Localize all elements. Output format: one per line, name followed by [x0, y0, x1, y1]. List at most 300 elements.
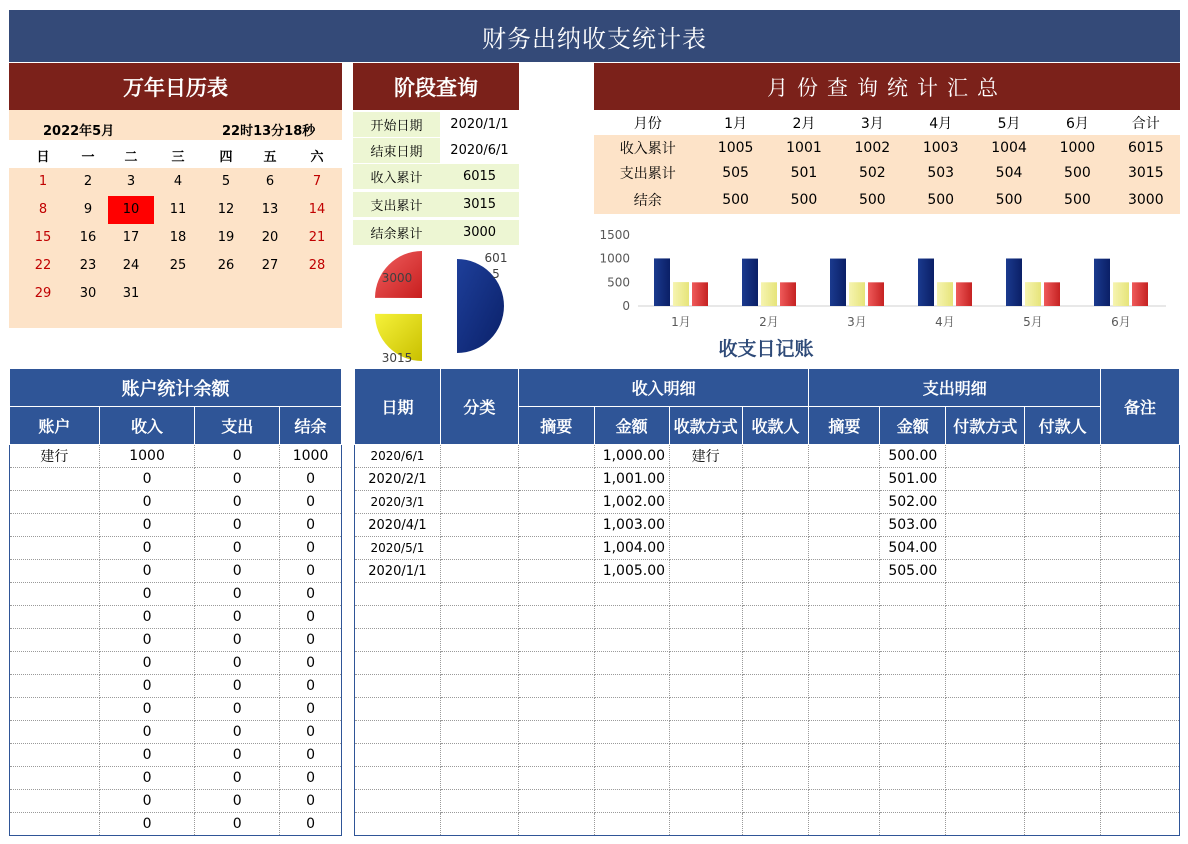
account-cell[interactable]: 0	[195, 606, 280, 629]
journal-empty-cell[interactable]	[946, 698, 1025, 721]
account-cell[interactable]	[10, 767, 100, 790]
journal-empty-cell[interactable]	[669, 583, 742, 606]
journal-empty-cell[interactable]	[669, 675, 742, 698]
calendar-day[interactable]: 9	[83, 202, 93, 217]
account-cell[interactable]	[10, 721, 100, 744]
stage-value[interactable]: 2020/1/1	[450, 117, 509, 132]
journal-empty-cell[interactable]	[518, 790, 594, 813]
calendar-day[interactable]: 2	[83, 174, 93, 189]
journal-expense-summary-cell[interactable]	[809, 468, 880, 491]
journal-empty-cell[interactable]	[440, 652, 518, 675]
journal-empty-cell[interactable]	[518, 675, 594, 698]
journal-income-method-cell[interactable]: 建行	[669, 445, 742, 468]
journal-empty-cell[interactable]	[1025, 675, 1101, 698]
account-cell[interactable]	[10, 583, 100, 606]
journal-payer-cell[interactable]	[1025, 491, 1101, 514]
journal-payee-cell[interactable]	[742, 491, 809, 514]
journal-income-header: 收入明细	[518, 369, 809, 407]
journal-empty-cell[interactable]	[669, 629, 742, 652]
journal-expense-method-cell[interactable]	[946, 491, 1025, 514]
journal-empty-cell[interactable]	[518, 744, 594, 767]
journal-empty-cell[interactable]	[355, 583, 441, 606]
journal-category-cell[interactable]	[440, 468, 518, 491]
journal-empty-cell[interactable]	[355, 721, 441, 744]
journal-empty-cell[interactable]	[440, 790, 518, 813]
journal-empty-cell[interactable]	[946, 675, 1025, 698]
account-cell[interactable]: 0	[99, 537, 195, 560]
journal-expense-method-cell[interactable]	[946, 514, 1025, 537]
account-cell[interactable]: 0	[280, 652, 342, 675]
calendar-day[interactable]: 30	[79, 286, 97, 301]
journal-empty-cell[interactable]	[880, 813, 946, 836]
calendar-day[interactable]: 6	[265, 174, 275, 189]
account-cell[interactable]: 0	[280, 675, 342, 698]
bar	[1044, 282, 1060, 306]
account-cell[interactable]: 0	[195, 652, 280, 675]
journal-date-cell[interactable]: 2020/5/1	[355, 537, 441, 560]
account-cell[interactable]: 0	[280, 491, 342, 514]
journal-expense-amount-cell[interactable]: 505.00	[880, 560, 946, 583]
journal-expense-summary-cell[interactable]	[809, 445, 880, 468]
journal-empty-cell[interactable]	[594, 813, 669, 836]
journal-empty-cell[interactable]	[594, 767, 669, 790]
account-cell[interactable]: 0	[280, 767, 342, 790]
journal-empty-cell[interactable]	[669, 767, 742, 790]
account-cell[interactable]: 0	[195, 721, 280, 744]
journal-expense-method-cell[interactable]	[946, 537, 1025, 560]
journal-empty-cell[interactable]	[594, 698, 669, 721]
journal-income-amount-cell[interactable]: 1,005.00	[594, 560, 669, 583]
journal-empty-cell[interactable]	[880, 767, 946, 790]
journal-empty-cell[interactable]	[1101, 698, 1180, 721]
journal-empty-cell[interactable]	[440, 629, 518, 652]
account-cell[interactable]	[10, 606, 100, 629]
journal-empty-cell[interactable]	[742, 721, 809, 744]
journal-empty-cell[interactable]	[355, 744, 441, 767]
journal-income-summary-cell[interactable]	[518, 491, 594, 514]
journal-empty-cell[interactable]	[669, 790, 742, 813]
journal-empty-cell[interactable]	[440, 698, 518, 721]
journal-income-amount-cell[interactable]: 1,004.00	[594, 537, 669, 560]
journal-empty-cell[interactable]	[880, 698, 946, 721]
journal-income-method-cell[interactable]	[669, 537, 742, 560]
calendar-day[interactable]: 31	[122, 286, 140, 301]
account-cell[interactable]	[10, 790, 100, 813]
calendar-day[interactable]: 25	[169, 258, 187, 273]
journal-empty-cell[interactable]	[880, 629, 946, 652]
account-cell[interactable]	[10, 675, 100, 698]
journal-empty-cell[interactable]	[440, 767, 518, 790]
account-cell[interactable]: 0	[99, 583, 195, 606]
calendar-day[interactable]: 5	[221, 174, 231, 189]
account-cell[interactable]: 0	[280, 721, 342, 744]
journal-empty-cell[interactable]	[518, 698, 594, 721]
journal-empty-cell[interactable]	[946, 813, 1025, 836]
account-cell[interactable]: 0	[280, 790, 342, 813]
journal-empty-cell[interactable]	[742, 652, 809, 675]
journal-empty-cell[interactable]	[518, 767, 594, 790]
journal-empty-cell[interactable]	[946, 652, 1025, 675]
calendar-day[interactable]: 3	[126, 174, 136, 189]
journal-empty-cell[interactable]	[809, 813, 880, 836]
journal-empty-cell[interactable]	[809, 698, 880, 721]
account-cell[interactable]: 0	[280, 744, 342, 767]
journal-expense-method-cell[interactable]	[946, 560, 1025, 583]
journal-empty-cell[interactable]	[669, 652, 742, 675]
journal-income-method-cell[interactable]	[669, 468, 742, 491]
journal-empty-cell[interactable]	[518, 629, 594, 652]
journal-income-method-cell[interactable]	[669, 491, 742, 514]
account-cell[interactable]: 0	[99, 813, 195, 836]
calendar-day[interactable]: 15	[34, 230, 52, 245]
month-data-row	[594, 135, 1180, 160]
account-cell[interactable]: 0	[99, 514, 195, 537]
journal-empty-cell[interactable]	[946, 744, 1025, 767]
journal-empty-cell[interactable]	[440, 583, 518, 606]
account-cell[interactable]: 建行	[10, 445, 100, 468]
journal-category-cell[interactable]	[440, 445, 518, 468]
journal-empty-cell[interactable]	[809, 744, 880, 767]
calendar-day[interactable]: 14	[308, 202, 326, 217]
calendar-day[interactable]: 29	[34, 286, 52, 301]
journal-income-amount-cell[interactable]: 1,002.00	[594, 491, 669, 514]
calendar-day[interactable]: 19	[217, 230, 235, 245]
journal-empty-cell[interactable]	[1101, 790, 1180, 813]
calendar-day[interactable]: 1	[38, 174, 48, 189]
calendar-day[interactable]: 22	[34, 258, 52, 273]
journal-income-summary-cell[interactable]	[518, 537, 594, 560]
journal-empty-cell[interactable]	[742, 629, 809, 652]
journal-empty-cell[interactable]	[880, 652, 946, 675]
journal-empty-cell[interactable]	[809, 721, 880, 744]
journal-empty-cell[interactable]	[355, 790, 441, 813]
journal-empty-cell[interactable]	[1025, 629, 1101, 652]
journal-empty-cell[interactable]	[355, 698, 441, 721]
journal-empty-cell[interactable]	[809, 767, 880, 790]
account-cell[interactable]	[10, 537, 100, 560]
journal-empty-cell[interactable]	[440, 606, 518, 629]
journal-empty-cell[interactable]	[1025, 652, 1101, 675]
journal-empty-cell[interactable]	[880, 675, 946, 698]
account-cell[interactable]	[10, 491, 100, 514]
journal-empty-cell[interactable]	[440, 813, 518, 836]
journal-payee-cell[interactable]	[742, 445, 809, 468]
journal-empty-cell[interactable]	[518, 583, 594, 606]
journal-note-cell[interactable]	[1101, 514, 1180, 537]
journal-empty-cell[interactable]	[1025, 606, 1101, 629]
journal-empty-cell[interactable]	[355, 767, 441, 790]
journal-empty-cell[interactable]	[742, 767, 809, 790]
account-cell[interactable]: 0	[195, 468, 280, 491]
account-cell[interactable]: 0	[195, 514, 280, 537]
account-cell[interactable]	[10, 744, 100, 767]
journal-income-summary-cell[interactable]	[518, 560, 594, 583]
journal-empty-cell[interactable]	[880, 744, 946, 767]
account-cell[interactable]: 0	[195, 629, 280, 652]
calendar-day[interactable]: 18	[169, 230, 187, 245]
journal-empty-cell[interactable]	[946, 767, 1025, 790]
journal-empty-cell[interactable]	[669, 606, 742, 629]
journal-empty-cell[interactable]	[1101, 606, 1180, 629]
journal-expense-summary-cell[interactable]	[809, 537, 880, 560]
journal-empty-cell[interactable]	[742, 813, 809, 836]
journal-empty-cell[interactable]	[880, 721, 946, 744]
journal-empty-cell[interactable]	[518, 721, 594, 744]
journal-empty-cell[interactable]	[518, 652, 594, 675]
journal-empty-cell[interactable]	[518, 813, 594, 836]
journal-note-cell[interactable]	[1101, 468, 1180, 491]
journal-income-summary-cell[interactable]	[518, 514, 594, 537]
account-cell[interactable]: 0	[195, 744, 280, 767]
journal-expense-amount-cell[interactable]: 502.00	[880, 491, 946, 514]
journal-payer-cell[interactable]	[1025, 445, 1101, 468]
journal-income-summary-cell[interactable]	[518, 445, 594, 468]
journal-empty-cell[interactable]	[809, 652, 880, 675]
journal-empty-cell[interactable]	[355, 629, 441, 652]
journal-date-cell[interactable]: 2020/2/1	[355, 468, 441, 491]
journal-empty-cell[interactable]	[594, 583, 669, 606]
account-cell[interactable]: 0	[99, 468, 195, 491]
journal-income-amount-cell[interactable]: 1,000.00	[594, 445, 669, 468]
journal-expense-amount-cell[interactable]: 503.00	[880, 514, 946, 537]
journal-empty-cell[interactable]	[742, 698, 809, 721]
calendar-day[interactable]: 26	[217, 258, 235, 273]
journal-empty-cell[interactable]	[1101, 721, 1180, 744]
account-cell[interactable]: 0	[280, 813, 342, 836]
journal-empty-cell[interactable]	[742, 744, 809, 767]
stage-value[interactable]: 2020/6/1	[450, 143, 509, 158]
journal-empty-cell[interactable]	[594, 721, 669, 744]
journal-empty-cell[interactable]	[742, 675, 809, 698]
journal-empty-cell[interactable]	[355, 606, 441, 629]
journal-category-cell[interactable]	[440, 537, 518, 560]
month-summary-table	[594, 110, 1180, 214]
journal-income-col: 摘要	[518, 407, 594, 445]
journal-empty-cell[interactable]	[880, 583, 946, 606]
journal-empty-cell[interactable]	[1101, 629, 1180, 652]
account-cell[interactable]	[10, 629, 100, 652]
journal-empty-cell[interactable]	[946, 629, 1025, 652]
journal-empty-cell[interactable]	[1101, 675, 1180, 698]
journal-empty-cell[interactable]	[946, 721, 1025, 744]
journal-empty-cell[interactable]	[742, 583, 809, 606]
account-cell[interactable]: 0	[280, 514, 342, 537]
account-cell[interactable]: 0	[99, 652, 195, 675]
journal-empty-cell[interactable]	[669, 721, 742, 744]
account-cell[interactable]: 0	[280, 537, 342, 560]
journal-empty-cell[interactable]	[809, 675, 880, 698]
journal-empty-cell[interactable]	[355, 652, 441, 675]
journal-payer-cell[interactable]	[1025, 514, 1101, 537]
journal-empty-cell[interactable]	[809, 606, 880, 629]
journal-expense-amount-cell[interactable]: 504.00	[880, 537, 946, 560]
journal-empty-cell[interactable]	[1101, 652, 1180, 675]
calendar-day[interactable]: 13	[261, 202, 279, 217]
account-cell[interactable]	[10, 560, 100, 583]
journal-empty-cell[interactable]	[742, 606, 809, 629]
account-cell[interactable]	[10, 813, 100, 836]
journal-empty-cell[interactable]	[742, 790, 809, 813]
journal-empty-cell[interactable]	[669, 698, 742, 721]
calendar-day[interactable]: 16	[79, 230, 97, 245]
account-cell[interactable]: 1000	[99, 445, 195, 468]
journal-income-method-cell[interactable]	[669, 514, 742, 537]
journal-empty-cell[interactable]	[594, 606, 669, 629]
calendar-year-month: 2022年5月	[43, 124, 115, 139]
account-cell[interactable]	[10, 468, 100, 491]
account-cell[interactable]: 0	[99, 744, 195, 767]
calendar-day[interactable]: 21	[308, 230, 326, 245]
account-cell[interactable]: 0	[195, 537, 280, 560]
calendar-day[interactable]: 7	[312, 174, 322, 189]
account-cell[interactable]: 0	[195, 767, 280, 790]
calendar-day[interactable]: 12	[217, 202, 235, 217]
journal-row	[355, 560, 1180, 583]
journal-expense-summary-cell[interactable]	[809, 560, 880, 583]
journal-expense-amount-cell[interactable]: 501.00	[880, 468, 946, 491]
account-cell[interactable]	[10, 652, 100, 675]
calendar-day[interactable]: 23	[79, 258, 97, 273]
account-cell[interactable]: 0	[280, 698, 342, 721]
journal-empty-cell[interactable]	[1025, 744, 1101, 767]
journal-empty-cell[interactable]	[1025, 813, 1101, 836]
month-header-cell: 2月	[792, 115, 816, 132]
journal-expense-method-cell[interactable]	[946, 445, 1025, 468]
journal-expense-method-cell[interactable]	[946, 468, 1025, 491]
account-cell[interactable]: 0	[195, 675, 280, 698]
journal-empty-cell[interactable]	[946, 606, 1025, 629]
journal-payee-cell[interactable]	[742, 514, 809, 537]
journal-payer-cell[interactable]	[1025, 537, 1101, 560]
account-cell[interactable]: 0	[195, 813, 280, 836]
account-cell[interactable]: 0	[99, 629, 195, 652]
account-cell[interactable]: 0	[195, 445, 280, 468]
calendar-day[interactable]: 20	[261, 230, 279, 245]
account-cell[interactable]: 0	[99, 606, 195, 629]
calendar-day[interactable]: 11	[169, 202, 187, 217]
calendar-day[interactable]: 28	[308, 258, 326, 273]
journal-empty-cell[interactable]	[1025, 698, 1101, 721]
journal-income-amount-cell[interactable]: 1,003.00	[594, 514, 669, 537]
account-cell[interactable]: 0	[195, 560, 280, 583]
account-cell[interactable]: 0	[99, 721, 195, 744]
journal-payer-cell[interactable]	[1025, 468, 1101, 491]
account-cell[interactable]: 0	[195, 698, 280, 721]
account-cell[interactable]: 0	[99, 560, 195, 583]
journal-empty-cell[interactable]	[1025, 767, 1101, 790]
account-cell[interactable]: 0	[280, 583, 342, 606]
journal-empty-cell[interactable]	[518, 606, 594, 629]
journal-income-method-cell[interactable]	[669, 560, 742, 583]
journal-category-cell[interactable]	[440, 491, 518, 514]
account-cell[interactable]: 1000	[280, 445, 342, 468]
journal-empty-cell[interactable]	[1101, 583, 1180, 606]
journal-income-amount-cell[interactable]: 1,001.00	[594, 468, 669, 491]
account-cell[interactable]: 0	[280, 629, 342, 652]
account-cell[interactable]: 0	[280, 606, 342, 629]
account-cell[interactable]: 0	[99, 675, 195, 698]
journal-empty-cell[interactable]	[594, 675, 669, 698]
account-cell[interactable]	[10, 514, 100, 537]
journal-date-cell[interactable]: 2020/1/1	[355, 560, 441, 583]
journal-empty-cell[interactable]	[1101, 744, 1180, 767]
journal-empty-cell[interactable]	[594, 790, 669, 813]
journal-expense-summary-cell[interactable]	[809, 514, 880, 537]
bar	[780, 282, 796, 306]
journal-empty-cell[interactable]	[946, 790, 1025, 813]
journal-empty-cell[interactable]	[809, 583, 880, 606]
calendar-day[interactable]: 10	[108, 196, 154, 224]
journal-empty-cell[interactable]	[669, 813, 742, 836]
journal-empty-cell[interactable]	[880, 606, 946, 629]
journal-empty-cell[interactable]	[669, 744, 742, 767]
journal-payee-cell[interactable]	[742, 468, 809, 491]
journal-empty-cell[interactable]	[1101, 767, 1180, 790]
journal-income-summary-cell[interactable]	[518, 468, 594, 491]
account-cell[interactable]: 0	[99, 491, 195, 514]
journal-empty-cell[interactable]	[1025, 790, 1101, 813]
account-cell[interactable]: 0	[99, 790, 195, 813]
journal-empty-cell[interactable]	[946, 583, 1025, 606]
journal-payee-cell[interactable]	[742, 537, 809, 560]
account-cell[interactable]: 0	[99, 767, 195, 790]
journal-empty-cell[interactable]	[1025, 721, 1101, 744]
journal-empty-cell[interactable]	[809, 629, 880, 652]
journal-category-cell[interactable]	[440, 560, 518, 583]
journal-empty-cell[interactable]	[809, 790, 880, 813]
journal-date-cell[interactable]: 2020/3/1	[355, 491, 441, 514]
journal-expense-summary-cell[interactable]	[809, 491, 880, 514]
bar	[761, 282, 777, 306]
calendar-day[interactable]: 17	[122, 230, 140, 245]
calendar-day[interactable]: 8	[38, 202, 48, 217]
journal-empty-cell[interactable]	[1025, 583, 1101, 606]
account-cell[interactable]: 0	[280, 468, 342, 491]
journal-empty-cell[interactable]	[440, 721, 518, 744]
journal-empty-cell[interactable]	[355, 675, 441, 698]
journal-empty-cell[interactable]	[594, 744, 669, 767]
account-cell[interactable]: 0	[195, 491, 280, 514]
account-cell[interactable]: 0	[195, 583, 280, 606]
journal-empty-cell[interactable]	[440, 744, 518, 767]
journal-note-cell[interactable]	[1101, 537, 1180, 560]
journal-empty-cell[interactable]	[355, 813, 441, 836]
journal-category-cell[interactable]	[440, 514, 518, 537]
account-cell[interactable]: 0	[195, 790, 280, 813]
journal-payer-cell[interactable]	[1025, 560, 1101, 583]
account-cell[interactable]: 0	[280, 560, 342, 583]
journal-payee-cell[interactable]	[742, 560, 809, 583]
calendar-day[interactable]: 4	[173, 174, 183, 189]
journal-note-cell[interactable]	[1101, 491, 1180, 514]
account-cell[interactable]: 0	[99, 698, 195, 721]
account-cell[interactable]	[10, 698, 100, 721]
journal-empty-cell[interactable]	[1101, 813, 1180, 836]
journal-empty-cell[interactable]	[440, 675, 518, 698]
calendar-day[interactable]: 27	[261, 258, 279, 273]
journal-empty-cell[interactable]	[594, 629, 669, 652]
journal-note-cell[interactable]	[1101, 560, 1180, 583]
journal-empty-cell[interactable]	[880, 790, 946, 813]
journal-date-cell[interactable]: 2020/6/1	[355, 445, 441, 468]
bar-x-tick: 6月	[1111, 315, 1131, 329]
journal-expense-amount-cell[interactable]: 500.00	[880, 445, 946, 468]
journal-empty-cell[interactable]	[594, 652, 669, 675]
month-cell: 1002	[838, 135, 906, 160]
calendar-day[interactable]: 24	[122, 258, 140, 273]
journal-date-cell[interactable]: 2020/4/1	[355, 514, 441, 537]
journal-note-cell[interactable]	[1101, 445, 1180, 468]
